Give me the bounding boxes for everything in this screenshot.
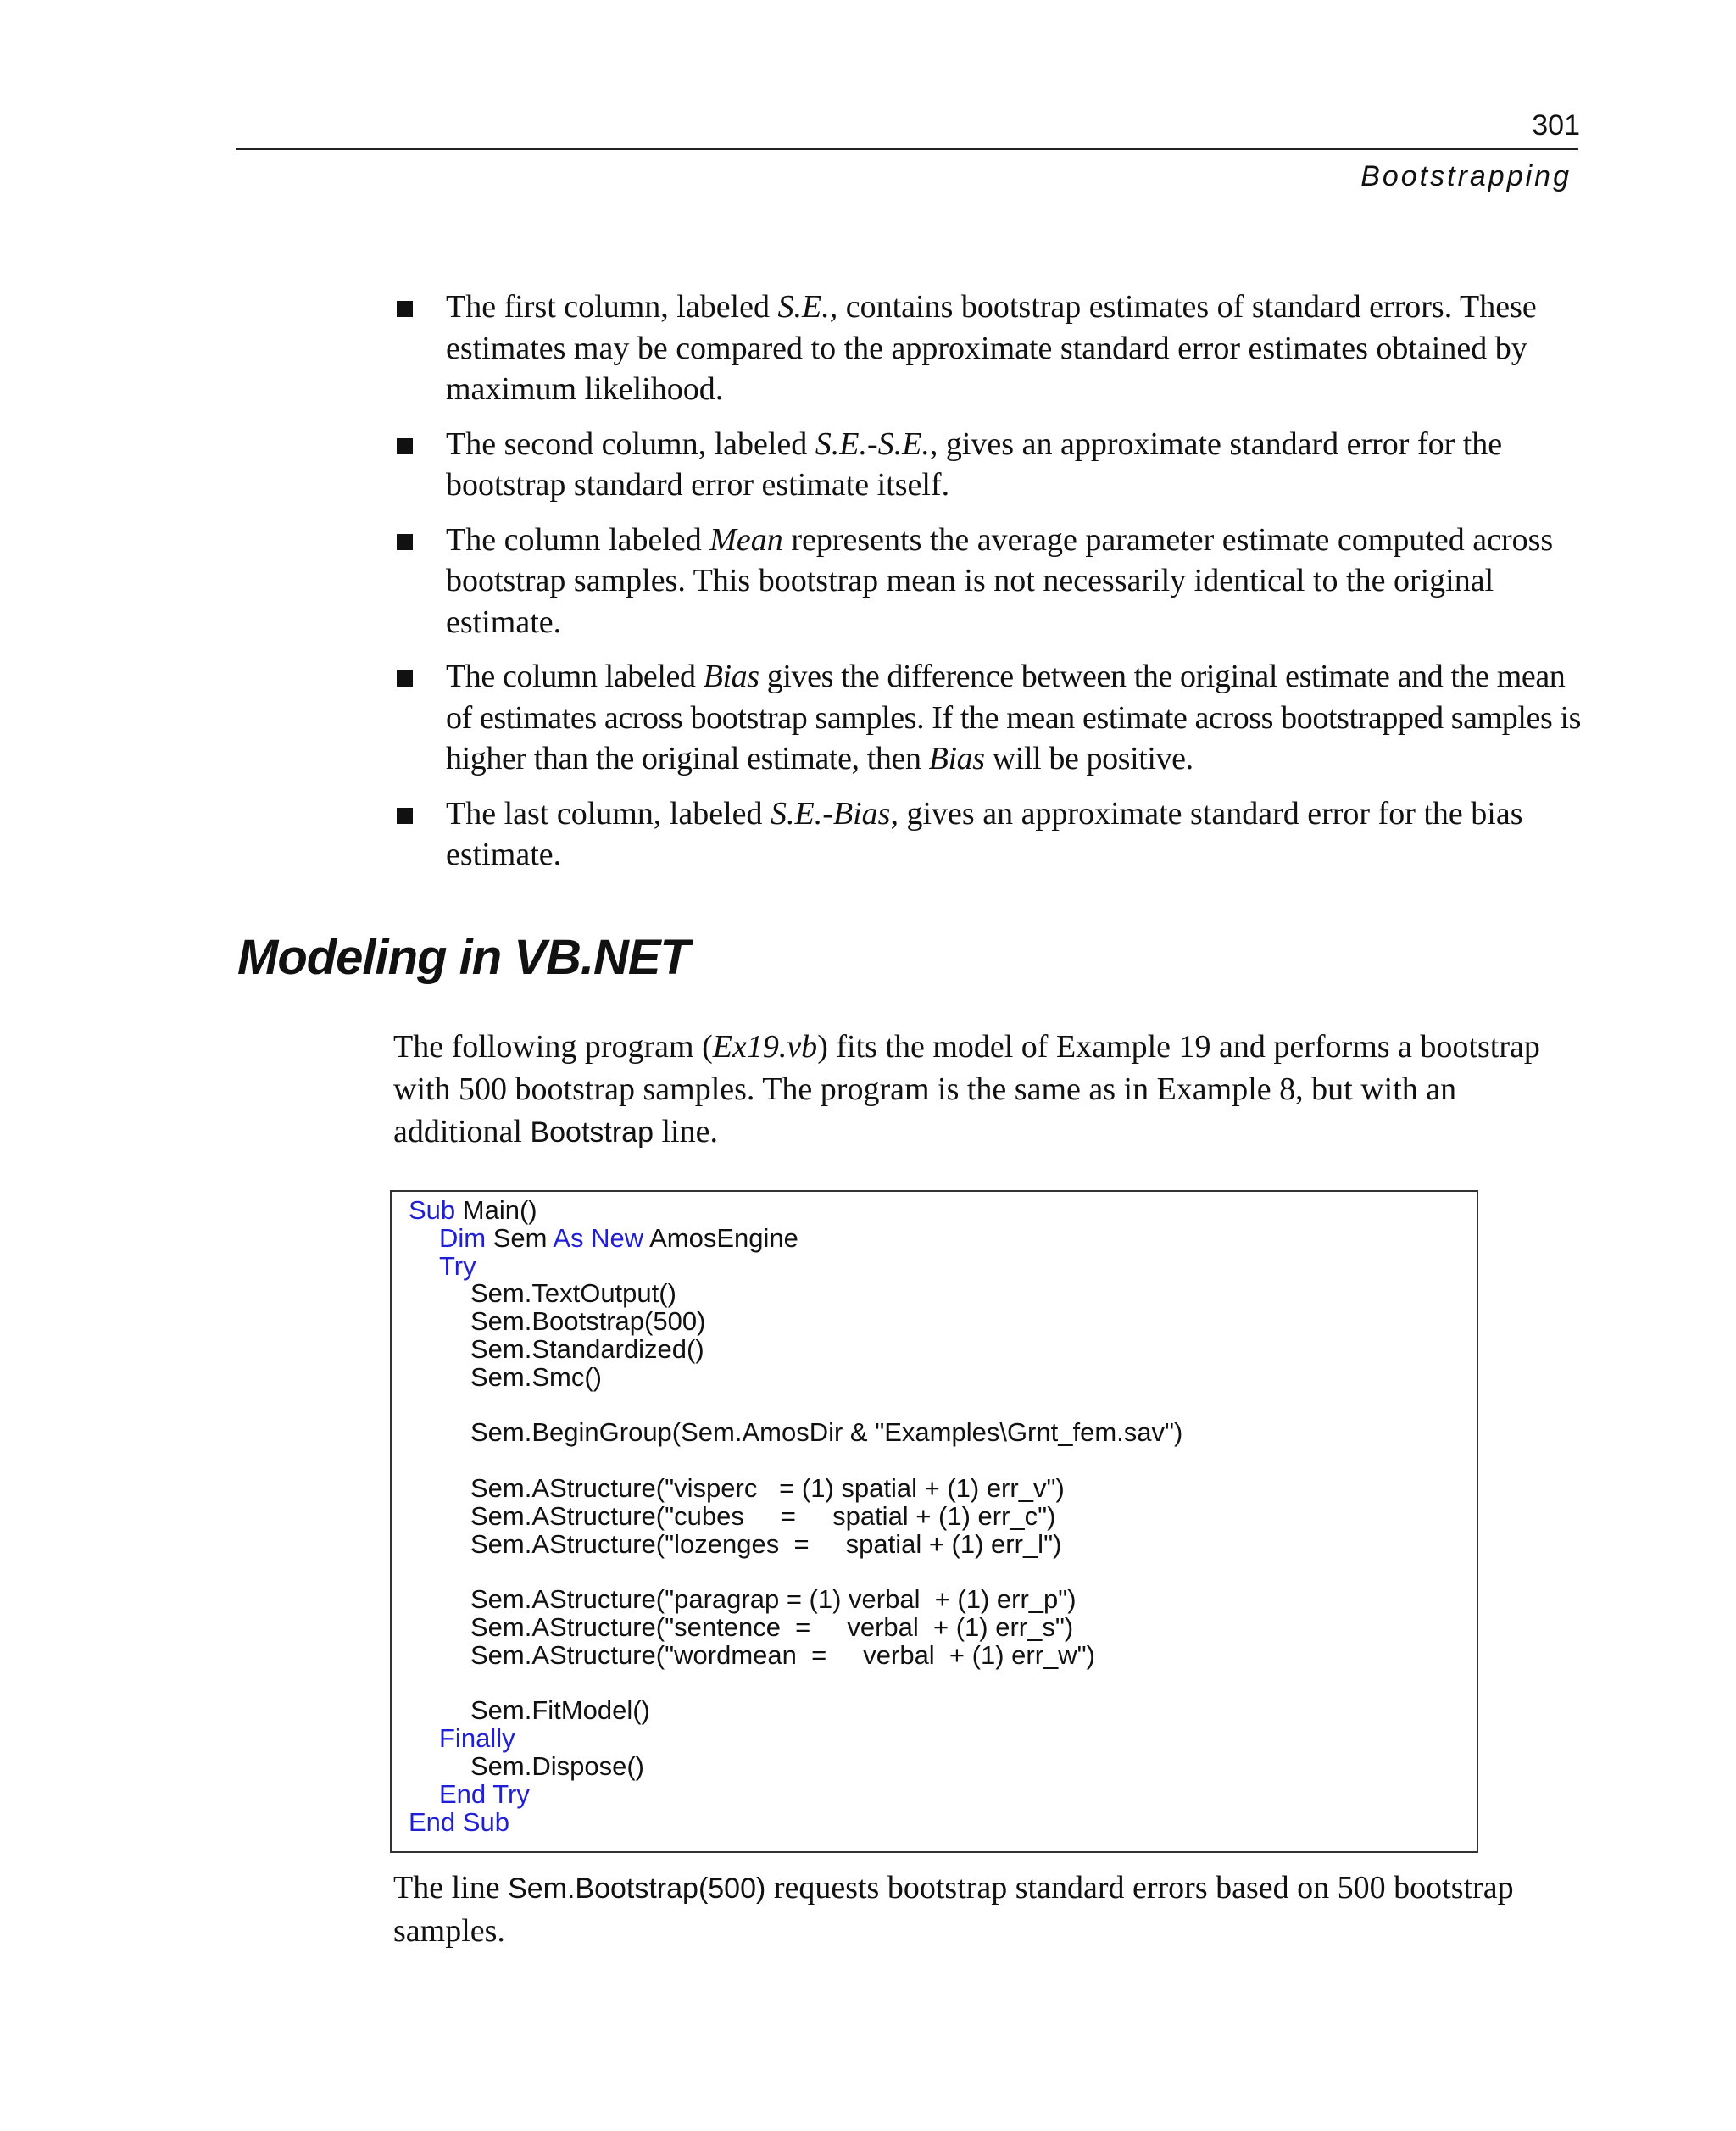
code-keyword: Finally (439, 1723, 515, 1754)
inline-code: Bootstrap (530, 1116, 654, 1149)
code-blank-line (409, 1447, 1182, 1475)
code-keyword: Sub (409, 1195, 456, 1225)
column-label: Bias (928, 741, 985, 776)
bullet-text: represents the average parameter estimate computed across bootstrap samples. This bootstrap mean is not necessarily identical to the original estimate. (446, 521, 1554, 640)
code-blank-line (409, 1670, 1182, 1698)
code-line: Sem.Dispose() (470, 1750, 644, 1781)
bullet-item (393, 656, 1589, 780)
code-keyword: Dim (439, 1222, 487, 1253)
code-text: Main() (455, 1195, 537, 1225)
code-line (409, 1197, 1182, 1225)
code-line: Sem.AStructure("sentence = verbal + (1) err_s") (470, 1611, 1074, 1642)
bullet-item (393, 793, 1589, 876)
square-bullet-icon (397, 670, 413, 687)
bullet-text: , gives an approximate standard error for the bias estimate. (446, 795, 1523, 872)
code-line: Sem.Bootstrap(500) (470, 1306, 706, 1337)
bullet-text: The second column, labeled (446, 426, 815, 462)
code-line (409, 1806, 1182, 1837)
section-title: Modeling in VB.NET (237, 930, 689, 985)
intro-paragraph (393, 1026, 1589, 1154)
bullet-item (393, 520, 1589, 643)
bullet-text: The first column, labeled (446, 289, 778, 325)
closing-text: requests bootstrap standard errors based on 500 bootstrap samples. (393, 1870, 1514, 1949)
column-label: Mean (709, 521, 783, 558)
code-line (409, 1222, 1182, 1253)
code-line: Sem.AStructure("lozenges = spatial + (1) err_l") (470, 1528, 1062, 1559)
code-line: Sem.AStructure("paragrap = (1) verbal + (1) err_p") (470, 1584, 1077, 1615)
inline-code: Sem.Bootstrap(500) (508, 1872, 766, 1905)
bullet-item (393, 424, 1589, 506)
bullet-text: will be positive. (984, 741, 1194, 776)
code-keyword: End Sub (409, 1806, 509, 1837)
column-label: S.E.-S.E. (815, 426, 930, 462)
closing-paragraph (393, 1867, 1589, 1952)
code-line: Sem.AStructure("visperc = (1) spatial + (1) err_v") (470, 1472, 1065, 1503)
code-line: Sem.Smc() (470, 1361, 602, 1392)
code-text: Sem (486, 1222, 554, 1253)
bullet-text: , contains bootstrap estimates of standard errors. These estimates may be compared to the approximate standard error estimates obtained by maximum likelihood. (446, 289, 1537, 407)
intro-text: ) fits the model of Example 19 and performs a bootstrap with 500 bootstrap samples. The program is the same as in Example 8, but with an additional (393, 1029, 1540, 1149)
bullet-item (393, 287, 1589, 410)
bullet-text: gives the difference between the original estimate and the mean of estimates across bootstrap samples. If the mean estimate across bootstrapped samples is higher than the original estimate, then (446, 659, 1582, 776)
code-keyword: As New (553, 1222, 644, 1253)
code-blank-line (409, 1558, 1182, 1586)
intro-text: The following program ( (393, 1029, 713, 1065)
square-bullet-icon (397, 808, 413, 824)
code-line: Sem.AStructure("cubes = spatial + (1) err_c") (470, 1500, 1056, 1531)
column-label: S.E.-Bias (771, 795, 891, 832)
bullet-text: The last column, labeled (446, 795, 771, 832)
bullet-text: The column labeled (446, 659, 704, 694)
code-line: Sem.BeginGroup(Sem.AmosDir & "Examples\Grnt_fem.sav") (470, 1417, 1183, 1448)
square-bullet-icon (397, 301, 413, 317)
code-line (409, 1250, 1182, 1281)
code-line (409, 1725, 1182, 1753)
code-text: AmosEngine (643, 1222, 798, 1253)
square-bullet-icon (397, 438, 413, 454)
column-label: S.E. (777, 289, 830, 325)
column-label: Bias (703, 659, 760, 694)
code-line: Sem.AStructure("wordmean = verbal + (1) err_w") (470, 1639, 1095, 1670)
bullet-text: The column labeled (446, 521, 710, 558)
intro-text: line. (654, 1114, 718, 1149)
code-listing (409, 1197, 1182, 1836)
code-blank-line (409, 1392, 1182, 1420)
code-line (409, 1778, 1182, 1809)
header-rule (236, 148, 1578, 150)
code-keyword: End Try (439, 1778, 530, 1809)
code-line: Sem.FitModel() (470, 1695, 650, 1726)
closing-text: The line (393, 1870, 509, 1906)
square-bullet-icon (397, 534, 413, 550)
bullet-text: , gives an approximate standard error for the bootstrap standard error estimate itself. (446, 426, 1503, 503)
page-number: 301 (1532, 109, 1580, 142)
file-name: Ex19.vb (712, 1029, 818, 1065)
code-line: Sem.TextOutput() (470, 1278, 676, 1309)
bullet-list (393, 287, 1589, 889)
running-head: Bootstrapping (1360, 160, 1572, 192)
code-keyword: Try (439, 1250, 476, 1281)
code-line: Sem.Standardized() (470, 1333, 704, 1364)
